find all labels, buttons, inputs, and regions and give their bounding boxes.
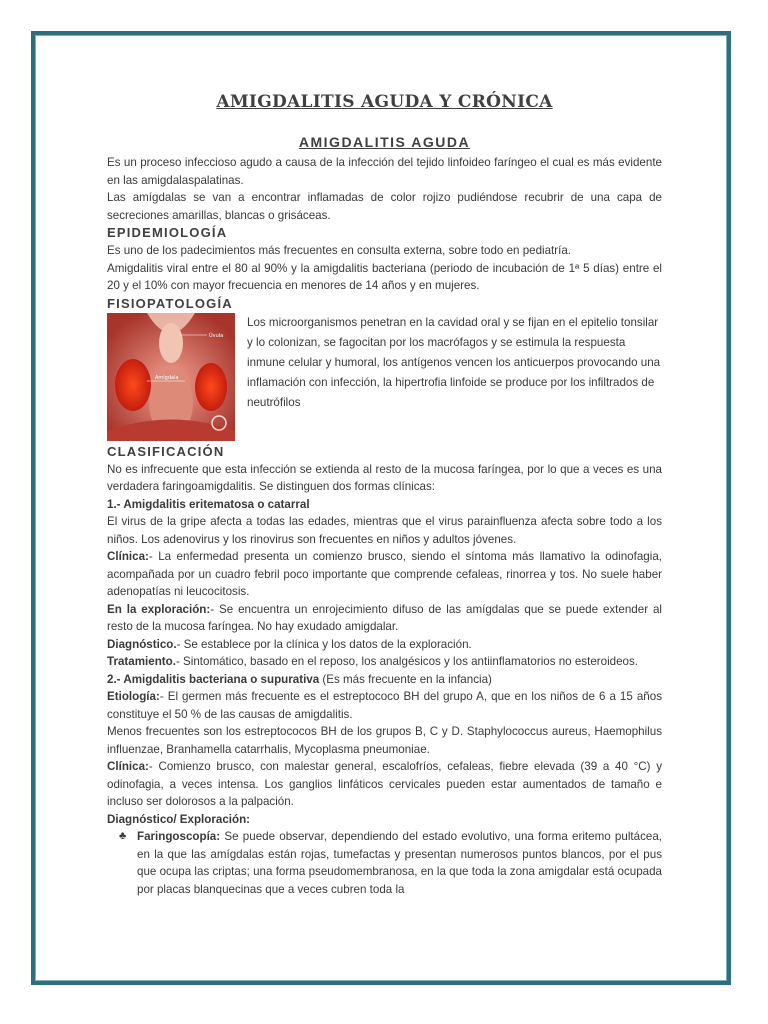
form-2-etiologia-text: - El germen más frecuente es el estreptococo BH del grupo A, que en los niños de 6 a 15 años constituye el 50 % de las causas de amigdalitis. [107, 690, 662, 721]
form-1-diagnostico-label: Diagnóstico. [107, 637, 177, 651]
form-1-diagnostico-text: - Se establece por la clínica y los datos de la exploración. [176, 637, 472, 651]
epidemiologia-paragraph-2: Amigdalitis viral entre el 80 al 90% y la amigdalitis bacteriana (periodo de incubación de 1ª 5 días) entre el 20 y el 10% con mayor frecuencia en menores de 14 años y en mujeres. [107, 261, 662, 292]
form-2-clinica [107, 758, 662, 811]
form-2-title-note: (Es más frecuente en la infancia) [319, 672, 492, 686]
form-2-etiologia-label: Etiología: [107, 690, 160, 703]
document-body [107, 92, 662, 898]
club-bullet-icon: ♣ [119, 830, 127, 842]
fisiopatologia-heading: FISIOPATOLOGÍA [107, 295, 233, 311]
throat-illustration [107, 313, 235, 441]
form-1-clinica [107, 548, 662, 601]
form-2-clinica-text: - Comienzo brusco, con malestar general, escalofríos, cefaleas, fiebre elevada (39 a 40 °C) y odinofagia, a veces intensa. Los ganglios linfáticos cervicales pueden estar aumentados de tamaño e incluso ser dolorosos a la palpación. [107, 760, 662, 808]
tonsillitis-image [107, 313, 235, 441]
section-title: AMIGDALITIS AGUDA [298, 134, 471, 150]
form-1-paragraph: El virus de la gripe afecta a todas las edades, mientras que el virus parainfluenza afecta sobre todo a los niños. Los adenovirus y los rinovirus son frecuentes en niños y adultos jóvenes. [107, 515, 662, 546]
form-2-title [107, 671, 662, 689]
diagnostico-list [107, 828, 662, 898]
list-item [119, 828, 662, 898]
faringoscopia-label: Faringoscopía: [137, 830, 221, 843]
image-label-uvula: Úvula [209, 332, 224, 339]
fisiopatologia-block [107, 313, 662, 441]
form-2-clinica-label: Clínica: [107, 760, 149, 773]
clasificacion-intro: No es infrecuente que esta infección se extienda al resto de la mucosa faríngea, por lo que a veces es una verdadera faringoamigdalitis. Se distinguen dos formas clínicas: [107, 462, 662, 493]
form-2-title-text: 2.- Amigdalitis bacteriana o supurativa [107, 672, 320, 686]
clasificacion-heading: CLASIFICACIÓN [107, 443, 225, 459]
form-2-etiologia [107, 688, 662, 723]
form-1-clinica-text: - La enfermedad presenta un comienzo brusco, siendo el síntoma más llamativo la odinofagia, acompañada por un cuadro febril poco importante que comprende cefaleas, rinorrea y tos. No suele haber adenopatías ni leucocitosis. [107, 550, 662, 598]
form-1-tratamiento-label: Tratamiento. [107, 655, 176, 668]
form-1-title: 1.- Amigdalitis eritematosa o catarral [107, 497, 310, 511]
epidemiologia-heading: EPIDEMIOLOGÍA [107, 225, 228, 240]
intro-paragraph-2: Las amígdalas se van a encontrar inflamadas de color rojizo pudiéndose recubrir de una capa de secreciones amarillas, blancas o grisáceas. [107, 191, 662, 222]
intro-paragraph-1: Es un proceso infeccioso agudo a causa de la infección del tejido linfoideo faríngeo el cual es más evidente en las amigdalaspalatinas. [107, 156, 662, 187]
form-1-diagnostico [107, 636, 662, 654]
form-1-tratamiento [107, 653, 662, 671]
form-2-paragraph: Menos frecuentes son los estreptococos BH de los grupos B, C y D. Staphylococcus aureus, Haemophilus influenzae, Branhamella catarrhalis, Mycoplasma pneumoniae. [107, 725, 662, 756]
form-1-clinica-label: Clínica: [107, 550, 149, 563]
fisiopatologia-text: Los microorganismos penetran en la cavidad oral y se fijan en el epitelio tonsilar y lo colonizan, se fagocitan por los macrófagos y se estimula la respuesta inmune celular y humoral, los antígenos vencen los anticuerpos provocando una inflamación con infección, la hipertrofia linfoide se produce por los infiltrados de neutrófilos [247, 315, 661, 409]
form-1-exploracion-label: En la exploración: [107, 602, 211, 616]
form-2-diagnostico-label: Diagnóstico/ Exploración: [107, 812, 251, 826]
epidemiologia-paragraph-1: Es uno de los padecimientos más frecuentes en consulta externa, sobre todo en pediatría. [107, 244, 572, 257]
form-1-exploracion-text: - Se encuentra un enrojecimiento difuso de las amígdalas que se puede extender al resto de la mucosa faríngea. No hay exudado amigdalar. [107, 602, 662, 633]
image-label-amigdala: Amígdala [155, 374, 179, 381]
document-title: AMIGDALITIS AGUDA Y CRÓNICA [216, 92, 553, 112]
form-1-tratamiento-text: - Sintomático, basado en el reposo, los analgésicos y los antiinflamatorios no esteroideos. [175, 655, 639, 668]
faringoscopia-text: Se puede observar, dependiendo del estado evolutivo, una forma eritemo pultácea, en la que las amígdalas están rojas, tumefactas y presentan numerosos puntos blancos, por el pus que ocupa las criptas; una forma pseudomembranosa, en la que toda la zona amigdalar está ocupada por placas blanquecinas que a veces cubren toda la [137, 830, 662, 896]
form-1-exploracion [107, 601, 662, 636]
